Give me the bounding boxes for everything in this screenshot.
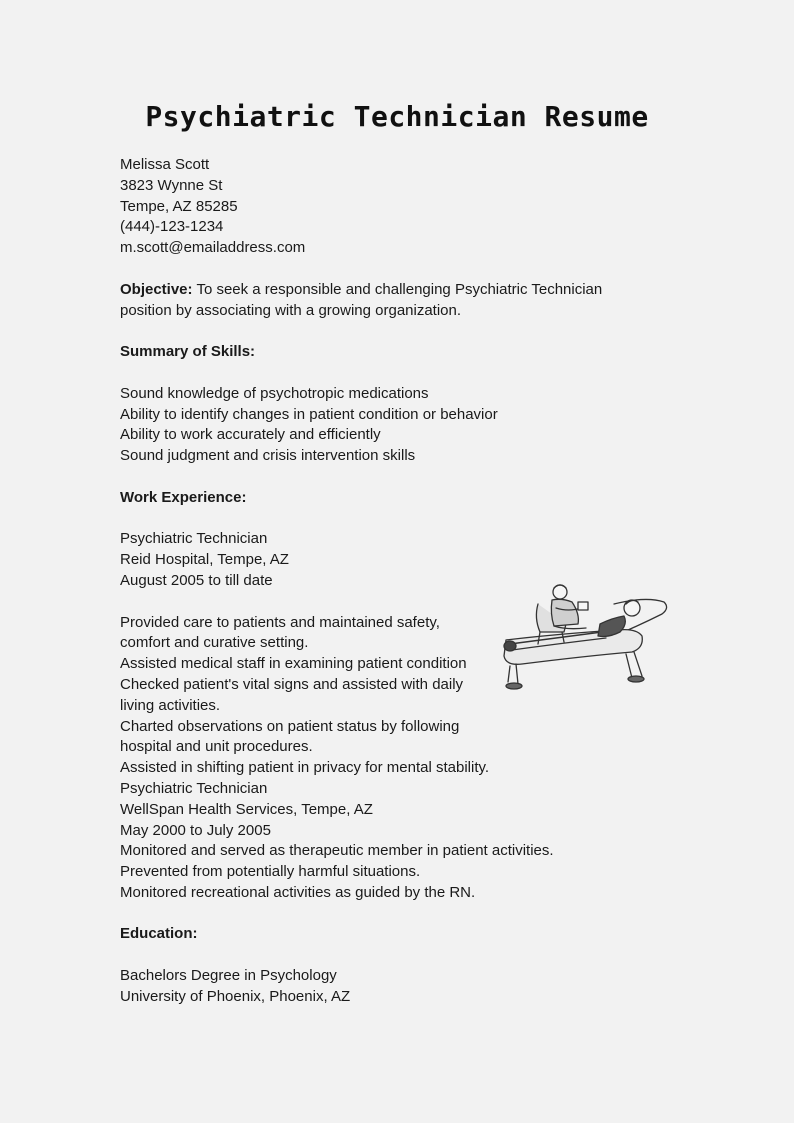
job1-duty: Charted observations on patient status by following [120,717,460,735]
education-degree: Bachelors Degree in Psychology [120,967,337,985]
objective-label: Objective: [120,280,193,298]
objective-line-2: position by associating with a growing organization. [120,301,462,319]
job2-duty: Monitored and served as therapeutic member in patient activities. [120,842,554,860]
job1-duty: Checked patient's vital signs and assisted with daily [120,675,464,693]
therapist-session-icon [496,578,672,696]
contact-email: m.scott@emailaddress.com [120,239,306,257]
contact-phone: (444)-123-1234 [120,218,224,236]
job2-title: Psychiatric Technician [120,779,268,797]
skill-item: Sound judgment and crisis intervention skills [120,447,416,465]
job2-duty: Prevented from potentially harmful situations. [120,863,421,881]
skill-item: Ability to identify changes in patient condition or behavior [120,405,498,423]
work-heading: Work Experience: [120,488,247,506]
objective-text-1: To seek a responsible and challenging Psychiatric Technician [196,280,603,298]
contact-street: 3823 Wynne St [120,176,223,194]
skill-item: Ability to work accurately and efficiently [120,426,381,444]
job1-duty: living activities. [120,696,221,714]
contact-city: Tempe, AZ 85285 [120,197,238,215]
job2-duty: Monitored recreational activities as guided by the RN. [120,883,476,901]
education-heading: Education: [120,925,198,943]
job1-duty: Assisted in shifting patient in privacy for mental stability. [120,759,490,777]
job1-duty: hospital and unit procedures. [120,738,313,756]
skill-item: Sound knowledge of psychotropic medications [120,384,429,402]
job1-duty: Assisted medical staff in examining patient condition [120,655,467,673]
skills-heading: Summary of Skills: [120,343,256,361]
job1-duty: comfort and curative setting. [120,634,309,652]
contact-name: Melissa Scott [120,156,210,173]
page-title: Psychiatric Technician Resume [145,100,649,133]
job2-dates: May 2000 to July 2005 [120,821,271,839]
job1-dates: August 2005 to till date [120,571,273,589]
job1-title: Psychiatric Technician [120,530,268,548]
education-school: University of Phoenix, Phoenix, AZ [120,987,351,1005]
job1-duty: Provided care to patients and maintained safety, [120,613,440,631]
objective-line-1 [120,280,680,301]
job2-employer: WellSpan Health Services, Tempe, AZ [120,800,373,818]
job1-employer: Reid Hospital, Tempe, AZ [120,551,289,569]
